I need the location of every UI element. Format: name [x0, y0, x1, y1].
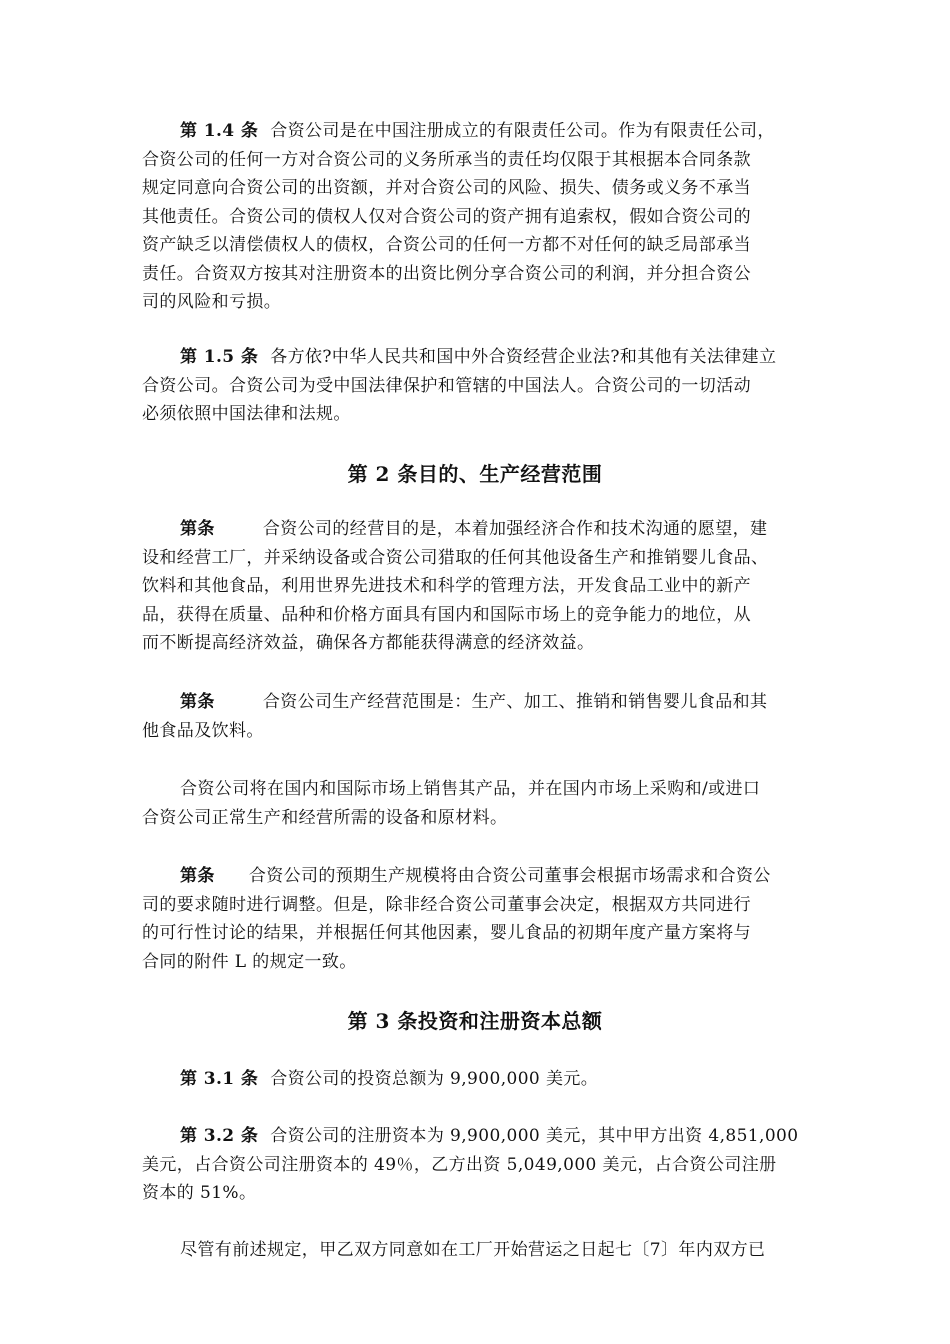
- text-line: 第条 合资公司的经营目的是，本着加强经济合作和技术沟通的愿望，建: [180, 519, 768, 539]
- text-line: 第 1.4 条 合资公司是在中国注册成立的有限责任公司。作为有限责任公司，: [180, 121, 775, 141]
- section-3-heading: 第 3 条投资和注册资本总额: [347, 1009, 603, 1033]
- text-line: 美元，占合资公司注册资本的 49％，乙方出资 5,049,000 美元，占合资公司注册: [142, 1154, 777, 1175]
- article-label: 第条: [180, 866, 215, 886]
- article-3-1: [142, 1065, 832, 1094]
- text-line: 合资公司正常生产和经营所需的设备和原材料。: [142, 807, 508, 828]
- article-label: 第 1.5 条: [180, 347, 259, 367]
- text-line: 资本的 51%。: [142, 1183, 257, 1203]
- article-label: 第 3.1 条: [180, 1069, 259, 1089]
- section-2-paragraph: [142, 775, 832, 832]
- text-line: 饮料和其他食品，利用世界先进技术和科学的管理方法，开发食品工业中的新产: [142, 576, 751, 596]
- text-line: 其他责任。合资公司的债权人仅对合资公司的资产拥有追索权，假如合资公司的: [142, 206, 751, 227]
- article-label: 第条: [180, 692, 215, 712]
- text-line: 第 1.5 条 各方依?中华人民共和国中外合资经营企业法?和其他有关法律建立: [180, 347, 777, 367]
- section-3-paragraph: [142, 1236, 832, 1265]
- article-2-scale: [142, 862, 832, 976]
- text-line: 第 3.1 条 合资公司的投资总额为 9,900,000 美元。: [180, 1069, 599, 1089]
- article-1-5: [142, 343, 832, 429]
- text-line: 必须依照中国法律和法规。: [142, 404, 351, 424]
- text-line: 第条 合资公司的预期生产规模将由合资公司董事会根据市场需求和合资公: [180, 866, 771, 886]
- text-line: 司的要求随时进行调整。但是，除非经合资公司董事会决定，根据双方共同进行: [142, 894, 751, 915]
- text-line: 合资公司将在国内和国际市场上销售其产品，并在国内市场上采购和/或进口: [180, 779, 761, 799]
- article-3-2: [142, 1122, 832, 1208]
- article-label: 第条: [180, 519, 215, 539]
- article-2-scope: [142, 688, 832, 745]
- text-line: 责任。合资双方按其对注册资本的出资比例分享合资公司的利润，并分担合资公: [142, 263, 751, 284]
- text-line: 第 3.2 条 合资公司的注册资本为 9,900,000 美元，其中甲方出资 4,851,000: [180, 1126, 799, 1146]
- text-line: 第条 合资公司生产经营范围是：生产、加工、推销和销售婴儿食品和其: [180, 692, 768, 712]
- text-line: 司的风险和亏损。: [142, 292, 282, 312]
- text-line: 合资公司。合资公司为受中国法律保护和管辖的中国法人。合资公司的一切活动: [142, 375, 751, 396]
- text-line: 他食品及饮料。: [142, 720, 264, 741]
- text-line: 规定同意向合资公司的出资额，并对合资公司的风险、损失、债务或义务不承当: [142, 178, 751, 198]
- text-line: 的可行性讨论的结果，并根据任何其他因素，婴儿食品的初期年度产量方案将与: [142, 923, 751, 943]
- text-line: 合同的附件 L 的规定一致。: [142, 951, 357, 972]
- text-line: 资产缺乏以清偿债权人的债权，合资公司的任何一方都不对任何的缺乏局部承当: [142, 235, 751, 255]
- article-label: 第 1.4 条: [180, 121, 259, 141]
- article-label: 第 3.2 条: [180, 1126, 259, 1146]
- text-line: 尽管有前述规定，甲乙双方同意如在工厂开始营运之日起七〔7〕年内双方已: [180, 1240, 766, 1260]
- text-line: 设和经营工厂，并采纳设备或合资公司猎取的任何其他设备生产和推销婴儿食品、: [142, 547, 769, 568]
- article-2-purpose: [142, 515, 832, 658]
- text-line: 而不断提高经济效益，确保各方都能获得满意的经济效益。: [142, 633, 595, 653]
- section-2-heading: 第 2 条目的、生产经营范围: [347, 462, 603, 486]
- text-line: 品，获得在质量、品种和价格方面具有国内和国际市场上的竞争能力的地位，从: [142, 604, 751, 625]
- article-1-4: [142, 117, 832, 317]
- text-line: 合资公司的任何一方对合资公司的义务所承当的责任均仅限于其根据本合同条款: [142, 149, 751, 170]
